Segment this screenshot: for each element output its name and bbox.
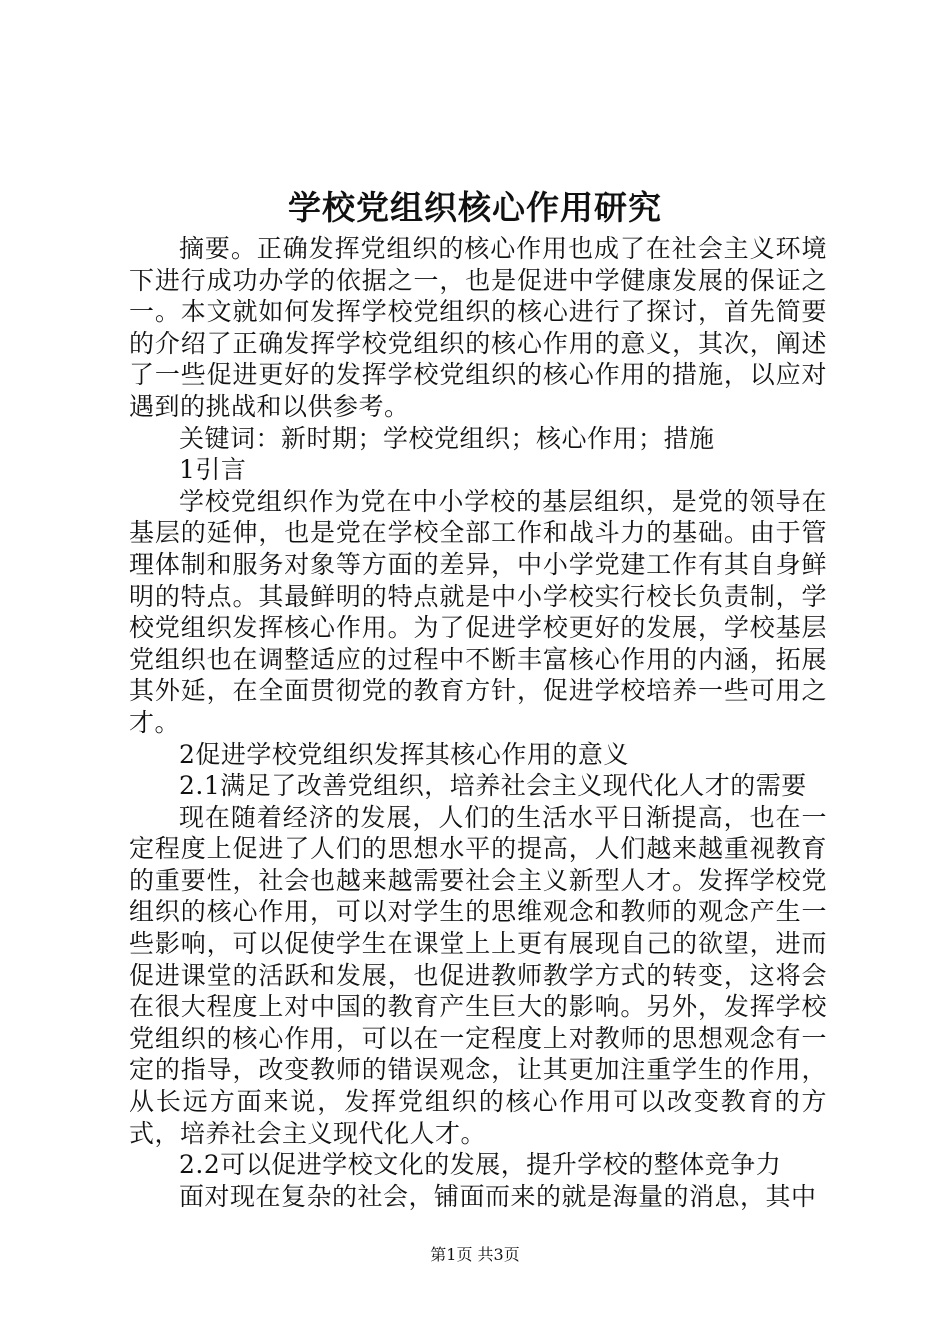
subsection-heading-2-1: 2.1满足了改善党组织，培养社会主义现代化人才的需要 bbox=[179, 771, 807, 801]
section-heading-significance: 2促进学校党组织发挥其核心作用的意义 bbox=[179, 739, 629, 769]
body-paragraph: 学校党组织作为党在中小学校的基层组织，是党的领导在基层的延伸，也是党在学校全部工作和战斗力的基础。由于管理体制和服务对象等方面的差异，中小学党建工作有其自身鲜明的特点。其最鲜明的特点就是中小学校实行校长负责制，学校党组织发挥核心作用。为了促进学校更好的发展，学校基层党组织也在调整适应的过程中不断丰富核心作用的内涵，拓展其外延，在全面贯彻党的教育方针，促进学校培养一些可用之才。 bbox=[129, 486, 827, 737]
document-title: 学校党组织核心作用研究 bbox=[288, 188, 662, 227]
section-heading-introduction: 1引言 bbox=[179, 455, 247, 485]
body-paragraph: 面对现在复杂的社会，铺面而来的就是海量的消息，其中 bbox=[179, 1181, 817, 1211]
subsection-heading-2-2: 2.2可以促进学校文化的发展，提升学校的整体竞争力 bbox=[179, 1150, 782, 1180]
document-body bbox=[129, 233, 827, 1212]
abstract-paragraph: 摘要。正确发挥党组织的核心作用也成了在社会主义环境下进行成功办学的依据之一，也是促进中学健康发展的保证之一。本文就如何发挥学校党组织的核心进行了探讨，首先简要的介绍了正确发挥学校党组织的核心作用的意义，其次，阐述了一些促进更好的发挥学校党组织的核心作用的措施，以应对遇到的挑战和以供参考。 bbox=[129, 234, 827, 421]
page-footer: 第1页 共3页 bbox=[430, 1245, 520, 1264]
body-paragraph: 现在随着经济的发展，人们的生活水平日渐提高，也在一定程度上促进了人们的思想水平的提高，人们越来越重视教育的重要性，社会也越来越需要社会主义新型人才。发挥学校党组织的核心作用，可以对学生的思维观念和教师的观念产生一些影响，可以促使学生在课堂上上更有展现自己的欲望，进而促进课堂的活跃和发展，也促进教师教学方式的转变，这将会在很大程度上对中国的教育产生巨大的影响。另外，发挥学校党组织的核心作用，可以在一定程度上对教师的思想观念有一定的指导，改变教师的错误观念，让其更加注重学生的作用，从长远方面来说，发挥党组织的核心作用可以改变教育的方式，培养社会主义现代化人才。 bbox=[129, 802, 827, 1148]
keywords-paragraph: 关键词：新时期；学校党组织；核心作用；措施 bbox=[179, 423, 715, 453]
